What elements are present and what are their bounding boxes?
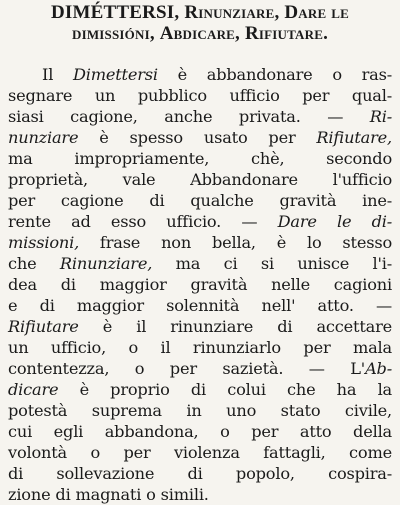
heading-period: . (323, 23, 329, 44)
headword-rifiutare: Rifiutare (244, 23, 324, 44)
body-line (8, 358, 392, 379)
text-run: e di maggior solennità nell' atto. — (8, 296, 392, 315)
body-line (8, 316, 392, 337)
body-line (8, 463, 392, 484)
body-line (8, 337, 392, 358)
body-line (8, 148, 392, 169)
text-run: è abbandonare o ras- (157, 65, 392, 84)
headword-dimettersi: DIMÉTTERSI (50, 2, 175, 23)
text-run: rente ad esso ufficio. — (8, 212, 278, 231)
body-line (8, 400, 392, 421)
italic-term: Dimettersi (72, 65, 158, 84)
body-line (8, 442, 392, 463)
text-run: volontà o per violenza fattagli, come (8, 443, 392, 462)
italic-term: Ab- (365, 359, 392, 378)
body-line (8, 169, 392, 190)
headword-dare-le: Dare le (284, 2, 350, 23)
body-line (8, 85, 392, 106)
body-line (8, 379, 392, 400)
entry-body-text (8, 64, 392, 505)
heading-line-1 (51, 2, 349, 23)
text-run: Il (42, 65, 73, 84)
italic-term: dicare (8, 380, 59, 399)
text-run: è spesso usato per (78, 128, 317, 147)
heading-separator: , (274, 2, 285, 23)
italic-term: Ri- (369, 107, 392, 126)
italic-term: Dare le di- (277, 212, 392, 231)
text-run: ma ci si unisce l'i- (152, 254, 392, 273)
headword-abdicare: Abdicare (159, 23, 236, 44)
text-run: potestà suprema in uno stato civile, (8, 401, 392, 420)
heading-separator: , (235, 23, 245, 44)
italic-term: Rinunziare, (59, 254, 153, 273)
heading-line-2 (72, 23, 328, 44)
body-line (8, 211, 392, 232)
italic-term: Rifiutare, (316, 128, 392, 147)
heading-separator: , (149, 23, 160, 44)
text-run: siasi cagione, anche privata. — (8, 107, 370, 126)
entry-heading (0, 2, 400, 44)
text-run: zione di magnati o simili. (8, 485, 209, 504)
body-line (8, 232, 392, 253)
headword-dimissioni: dimissióni (71, 23, 150, 44)
text-run: ma impropriamente, chè, secondo (8, 149, 392, 168)
heading-separator: , (174, 2, 185, 23)
body-line (8, 190, 392, 211)
body-line (8, 106, 392, 127)
text-run: dea di maggior gravità nelle cagioni (8, 275, 392, 294)
body-line (8, 484, 392, 505)
headword-rinunziare: Rinunziare (184, 2, 275, 23)
text-run: contentezza, o per sazietà. — L' (8, 359, 366, 378)
text-run: cui egli abbandona, o per atto della (8, 422, 392, 441)
italic-term: Rifiutare (8, 317, 79, 336)
text-run: di sollevazione di popolo, cospira- (8, 464, 392, 483)
text-run: che (8, 254, 60, 273)
body-line (8, 421, 392, 442)
italic-term: missioni, (8, 233, 80, 252)
text-run: è il rinunziare di accettare (78, 317, 392, 336)
text-run: segnare un pubblico ufficio per qual- (8, 86, 392, 105)
body-line (8, 274, 392, 295)
body-line (8, 295, 392, 316)
text-run: proprietà, vale Abbandonare l'ufficio (8, 170, 392, 189)
body-line (8, 64, 392, 85)
body-line (8, 127, 392, 148)
text-run: per cagione di qualche gravità ine- (8, 191, 392, 210)
body-line (8, 253, 392, 274)
text-run: frase non bella, è lo stesso (79, 233, 392, 252)
text-run: è proprio di colui che ha la (58, 380, 392, 399)
text-run: un ufficio, o il rinunziarlo per mala (8, 338, 392, 357)
italic-term: nunziare (8, 128, 79, 147)
